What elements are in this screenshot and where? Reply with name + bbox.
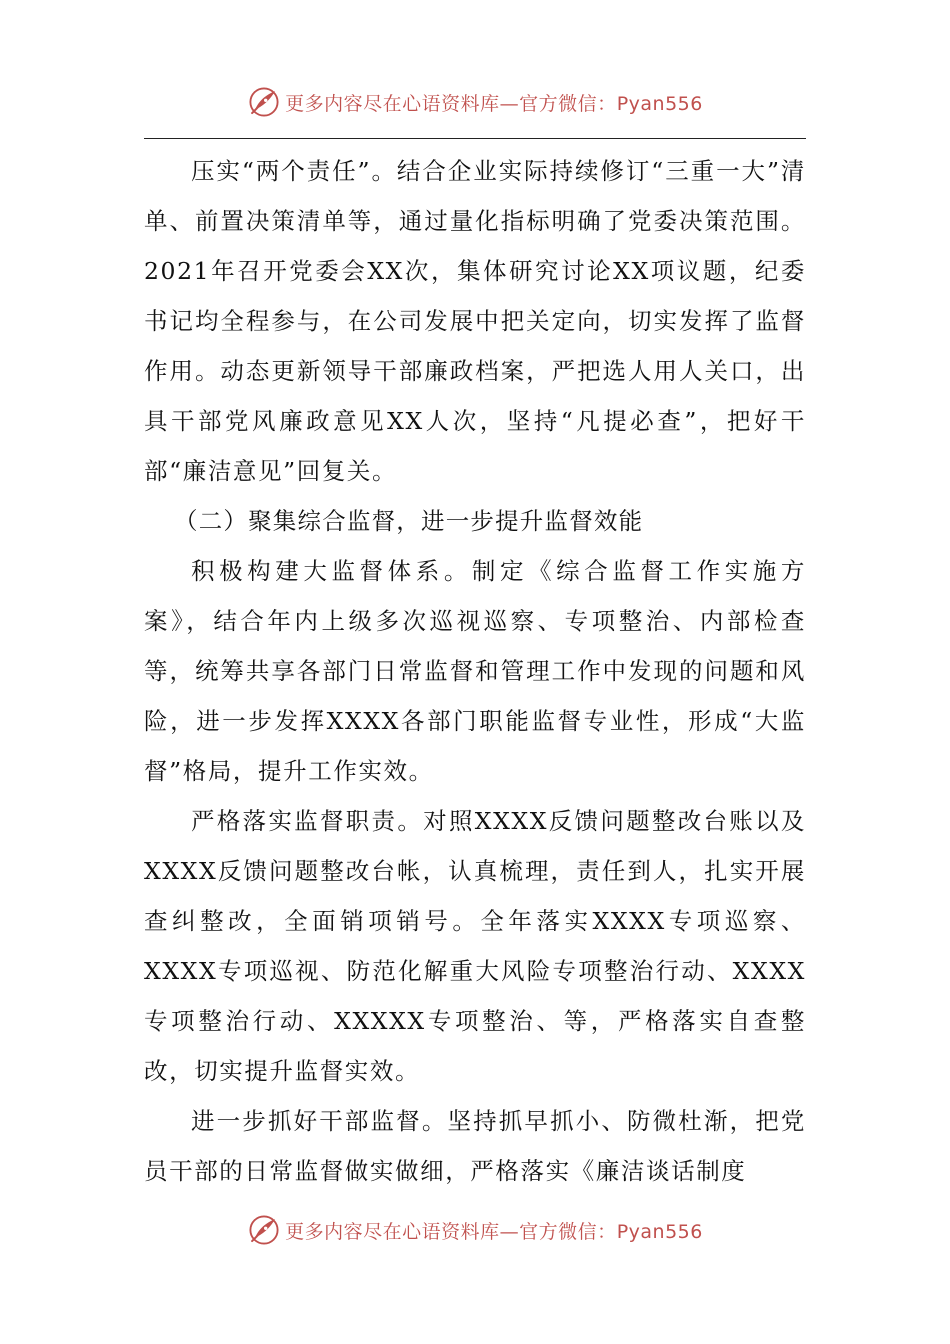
- banner-content: [247, 1213, 703, 1247]
- document-body: [144, 146, 806, 1196]
- banner-text: [285, 89, 703, 116]
- paragraph-responsibility: 压实“两个责任”。结合企业实际持续修订“三重一大”清单、前置决策清单等，通过量化指标明确了党委决策范围。2021年召开党委会XX次，集体研究讨论XX项议题，纪委书记均全程参与，在公司发展中把关定向，切实发挥了监督作用。动态更新领导干部廉政档案，严把选人用人关口，出具干部党风廉政意见XX人次，坚持“凡提必查”，把好干部“廉洁意见”回复关。: [144, 157, 806, 485]
- pen-nib-logo-icon: [247, 1213, 281, 1247]
- banner-official-label: 官方微信：: [519, 1220, 617, 1243]
- header-watermark-banner: [0, 82, 950, 122]
- paragraph-cadre-supervision: 进一步抓好干部监督。坚持抓早抓小、防微杜渐，把党员干部的日常监督做实做细，严格落实《廉洁谈话制度: [144, 1107, 806, 1185]
- banner-separator: —: [499, 1220, 520, 1243]
- banner-separator: —: [499, 92, 520, 115]
- banner-wechat-id: Pyan556: [616, 92, 703, 115]
- banner-official-label: 官方微信：: [519, 92, 617, 115]
- pen-nib-logo-icon: [247, 85, 281, 119]
- footer-watermark-banner: [0, 1210, 950, 1250]
- banner-wechat-id: Pyan556: [616, 1220, 703, 1243]
- banner-main-text: 更多内容尽在心语资料库: [285, 1220, 500, 1243]
- banner-content: [247, 85, 703, 119]
- header-divider: [144, 138, 806, 139]
- section-heading: （二）聚集综合监督，进一步提升监督效能: [174, 507, 644, 535]
- paragraph-supervision-duties: 严格落实监督职责。对照XXXX反馈问题整改台账以及XXXX反馈问题整改台帐，认真梳理，责任到人，扎实开展查纠整改，全面销项销号。全年落实XXXX专项巡察、XXXX专项巡视、防范化解重大风险专项整治行动、XXXX专项整治行动、XXXXX专项整治、等，严格落实自查整改，切实提升监督实效。: [144, 807, 806, 1085]
- paragraph-supervision-system: 积极构建大监督体系。制定《综合监督工作实施方案》，结合年内上级多次巡视巡察、专项整治、内部检查等，统筹共享各部门日常监督和管理工作中发现的问题和风险，进一步发挥XXXX各部门职能监督专业性，形成“大监督”格局，提升工作实效。: [144, 557, 806, 785]
- banner-text: [285, 1217, 703, 1244]
- banner-main-text: 更多内容尽在心语资料库: [285, 92, 500, 115]
